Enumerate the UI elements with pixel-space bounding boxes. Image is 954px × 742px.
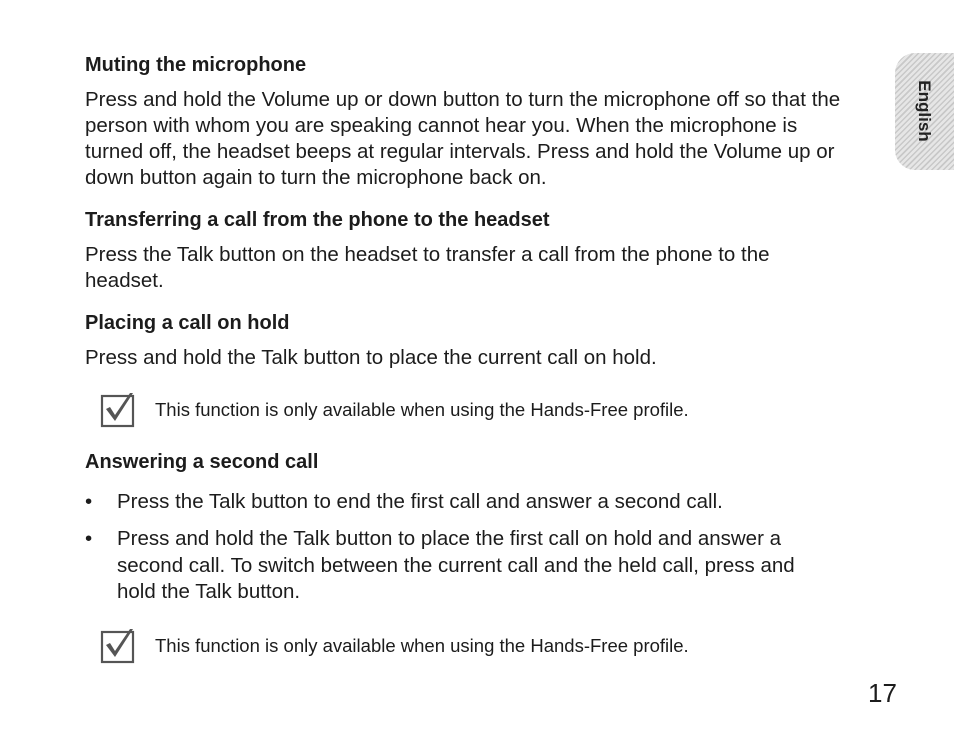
bullet-mark: • [85,490,93,513]
note-second-call [100,628,820,668]
checkbox-check-icon [100,392,136,428]
page-number: 17 [868,678,897,708]
bullet-text: Press the Talk button to end the first call and answer a second call. [117,490,723,513]
bullet-text: Press and hold the Talk button to place the first call on hold and answer a second call. To switch between the current call and the held call, press and hold the Talk button. [117,527,795,603]
section-body-hold: Press and hold the Talk button to place the current call on hold. [85,346,657,369]
section-heading-second-call: Answering a second call [85,451,319,473]
language-tab-label: English [915,80,934,142]
section-heading-hold: Placing a call on hold [85,312,290,334]
checkbox-check-icon [100,628,136,664]
note-text: This function is only available when using the Hands-Free profile. [155,635,689,656]
note-hold [100,392,820,432]
language-tab [895,53,954,170]
section-body-transferring: Press the Talk button on the headset to transfer a call from the phone to the headset. [85,243,770,292]
note-text: This function is only available when using the Hands-Free profile. [155,399,689,420]
bullet-mark: • [85,527,93,550]
section-body-muting: Press and hold the Volume up or down button to turn the microphone off so that the person with whom you are speaking cannot hear you. When the microphone is turned off, the headset beeps at regular intervals. Press and hold the Volume up or down button again to turn the microphone back on. [85,88,841,189]
section-heading-muting: Muting the microphone [85,54,307,76]
section-heading-transferring: Transferring a call from the phone to the headset [85,209,550,231]
